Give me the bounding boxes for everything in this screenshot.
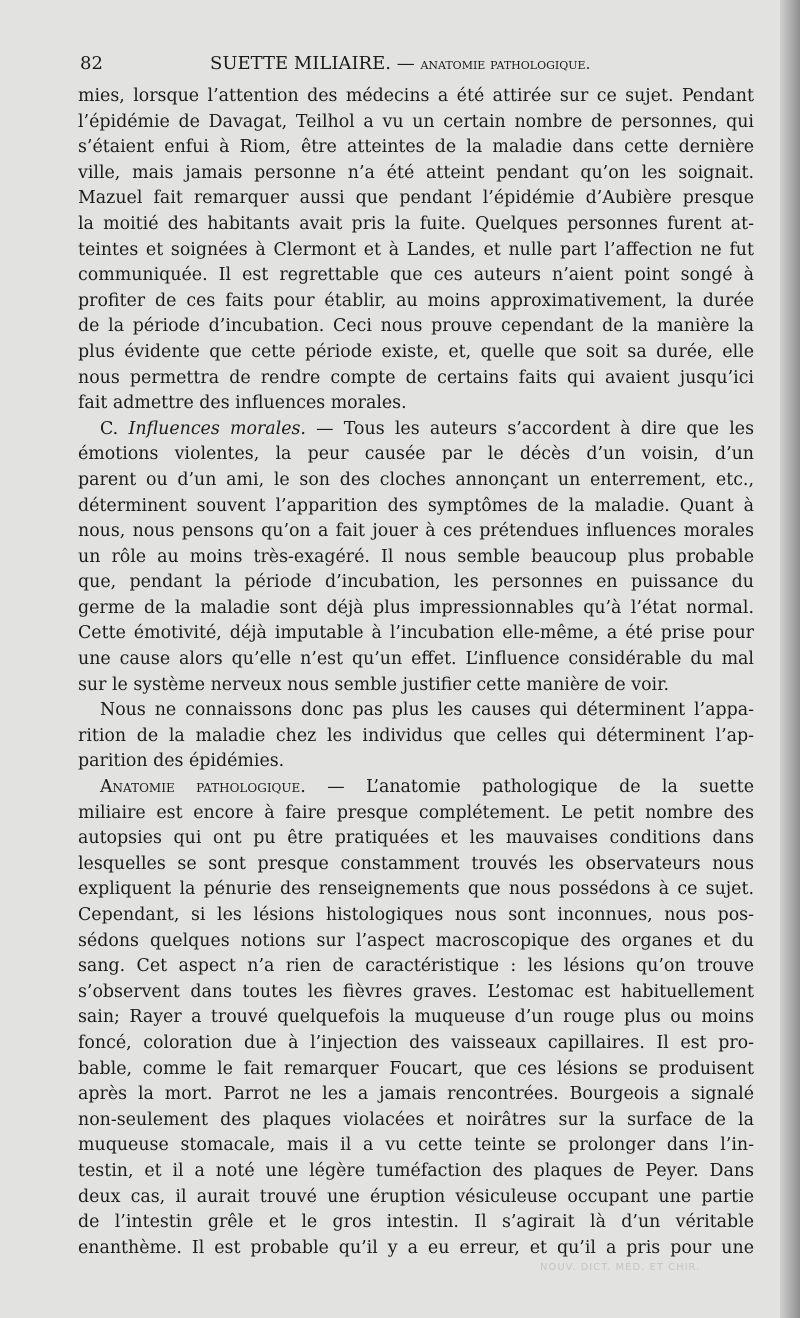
text-line: sang. Cet aspect n’a rien de caractéristique : les lésions qu’on trouve (78, 956, 754, 977)
text-line: s’observent dans toutes les fièvres graves. L’estomac est habituellement (78, 981, 754, 1002)
text-line: ville, mais jamais personne n’a été atteint pendant qu’on les soignait. (78, 162, 754, 183)
text-line: deux cas, il aurait trouvé une éruption vésiculeuse occupant une partie (78, 1186, 754, 1207)
book-gutter-edge (780, 0, 800, 1318)
running-header (80, 52, 760, 76)
text-line: Nous ne connaissons donc pas plus les causes qui déterminent l’appa- (100, 700, 754, 721)
text-line: autopsies qui ont pu être pratiquées et les mauvaises conditions dans (78, 828, 754, 849)
section-heading-line (78, 417, 754, 443)
text-line: Mazuel fait remarquer aussi que pendant l’épidémie d’Aubière presque (78, 188, 754, 209)
text-line: Cependant, si les lésions histologiques nous sont inconnues, nous pos- (78, 905, 754, 925)
running-title (210, 52, 590, 76)
text-line: non-seulement des plaques violacées et noirâtres sur la surface de la (78, 1109, 754, 1130)
text-line: expliquent la pénurie des renseignements que nous possédons à ce sujet. (78, 879, 754, 900)
text-line: de la période d’incubation. Ceci nous prouve cependant de la manière la (78, 316, 754, 337)
text-line: l’épidémie de Davagat, Teilhol a vu un certain nombre de personnes, qui (78, 111, 754, 132)
text-line: germe de la maladie sont déjà plus impressionnables qu’à l’état normal. (78, 597, 754, 618)
text-line: sédons quelques notions sur l’aspect macroscopique des organes et du (78, 930, 754, 951)
text-line: testin, et il a noté une légère tuméfaction des plaques de Peyer. Dans (78, 1160, 754, 1181)
text-line: miliaire est encore à faire presque complétement. Le petit nombre des (78, 802, 754, 823)
text-line: nous permettra de rendre compte de certains faits qui avaient jusqu’ici (78, 367, 754, 388)
text-line: un rôle au moins très-exagéré. Il nous semble beaucoup plus probable (78, 546, 754, 567)
section-heading-line (78, 775, 754, 801)
section-line-rest: — Tous les auteurs s’accordent à dire que les (305, 418, 754, 439)
text-line: que, pendant la période d’incubation, les personnes en puissance du (78, 572, 754, 593)
text-line: déterminent souvent l’apparition des symptômes de la maladie. Quant à (78, 495, 754, 516)
section-label-c: C. (100, 418, 119, 439)
text-line: teintes et soignées à Clermont et à Landes, et nulle part l’affection ne fut (78, 239, 754, 260)
text-line: la moitié des habitants avait pris la fuite. Quelques personnes furent at- (78, 213, 754, 234)
text-line: foncé, coloration due à l’injection des vaisseaux capillaires. Il est pro- (78, 1032, 754, 1053)
text-line: profiter de ces faits pour établir, au moins approximativement, la durée (78, 290, 754, 311)
text-line: Cette émotivité, déjà imputable à l’incubation elle-même, a été prise pour (78, 623, 754, 644)
section-line-rest: — L’anatomie pathologique de la suette (305, 777, 754, 798)
text-line: s’étaient enfui à Riom, être atteintes de la maladie dans cette dernière (78, 137, 754, 158)
text-line: bable, comme le fait remarquer Foucart, que ces lésions se produisent (78, 1058, 754, 1079)
body-text (78, 84, 754, 1261)
text-line: parent ou d’un ami, le son des cloches annonçant un enterrement, etc., (78, 469, 754, 490)
text-line: communiquée. Il est regrettable que ces auteurs n’aient point songé à (78, 265, 754, 286)
text-line: une cause alors qu’elle n’est qu’un effet. L’influence considérable du mal (78, 649, 754, 670)
text-line: muqueuse stomacale, mais il a vu cette teinte se prolonger dans l’in- (78, 1135, 754, 1156)
text-line: rition de la maladie chez les individus que celles qui déterminent l’ap- (78, 725, 754, 746)
section-title-influences-morales: Influences morales. (128, 418, 306, 439)
text-line: fait admettre des influences morales. (78, 393, 407, 414)
text-line: enanthème. Il est probable qu’il y a eu erreur, et qu’il a pris pour une (78, 1237, 754, 1258)
running-title-main: SUETTE MILIAIRE. — (210, 53, 415, 74)
page-number: 82 (80, 53, 103, 74)
faint-bleed-through-note: NOUV. DICT. MÉD. ET CHIR. (540, 1262, 701, 1273)
running-title-section: anatomie pathologique. (420, 55, 591, 73)
text-line: plus évidente que cette période existe, et, quelle que soit sa durée, elle (78, 341, 754, 362)
text-line: mies, lorsque l’attention des médecins a été attirée sur ce sujet. Pendant (78, 86, 754, 106)
section-title-anatomie: Anatomie pathologique. (100, 777, 306, 798)
text-line: après la mort. Parrot ne les a jamais rencontrées. Bourgeois a signalé (78, 1084, 754, 1105)
text-line: sain; Rayer a trouvé quelquefois la muqueuse d’un rouge plus ou moins (78, 1007, 754, 1028)
text-line: parition des épidémies. (78, 751, 285, 772)
text-line: sur le système nerveux nous semble justifier cette manière de voir. (78, 674, 670, 695)
text-line: de l’intestin grêle et le gros intestin. Il s’agirait là d’un véritable (78, 1212, 754, 1233)
text-line: nous, nous pensons qu’on a fait jouer à ces prétendues influences morales (78, 521, 754, 542)
text-line: émotions violentes, la peur causée par le décès d’un voisin, d’un (78, 444, 754, 465)
text-line: lesquelles se sont presque constamment trouvés les observateurs nous (78, 853, 754, 874)
